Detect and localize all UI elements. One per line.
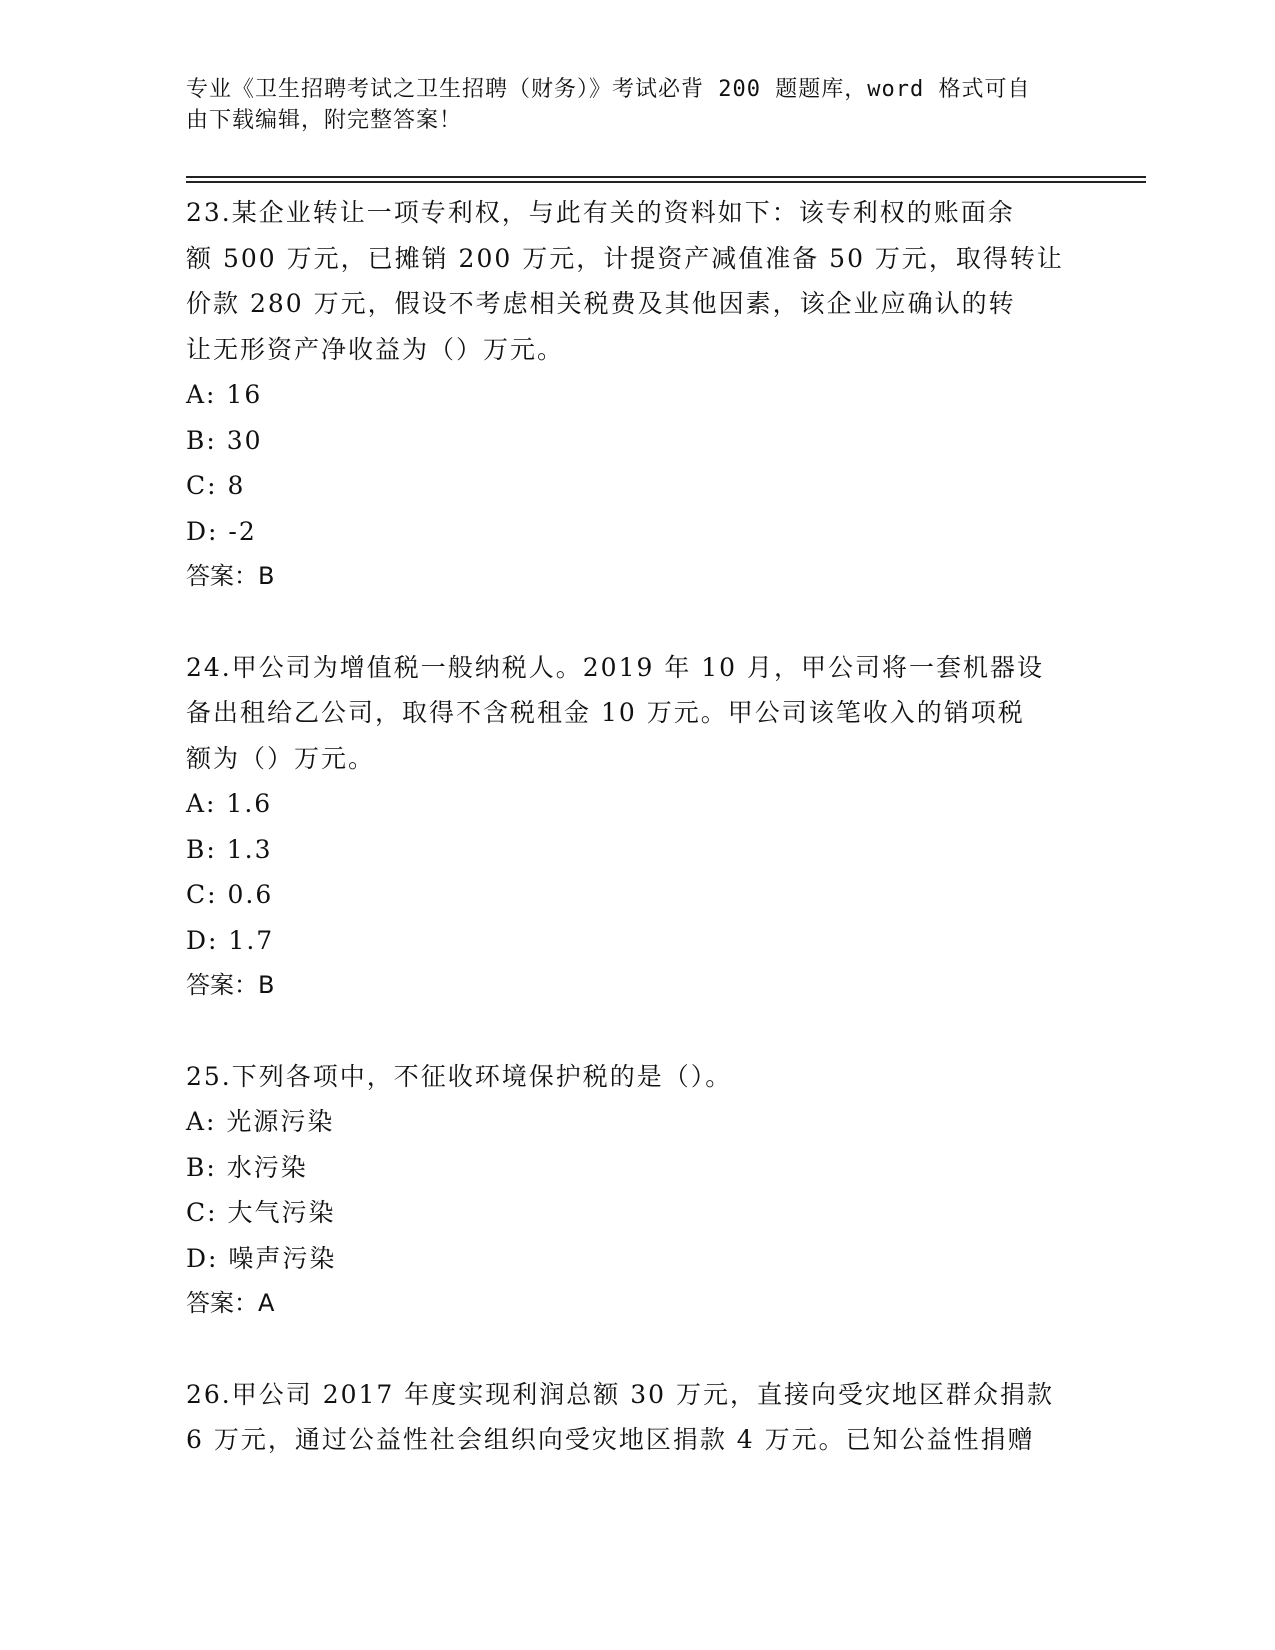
question-spacer — [186, 1009, 1086, 1054]
question-stem-line: 25.下列各项中，不征收环境保护税的是（）。 — [186, 1061, 733, 1091]
question-stem-line: 24.甲公司为增值税一般纳税人。2019 年 10 月，甲公司将一套机器设 — [186, 652, 1045, 682]
question-stem-line: 6 万元，通过公益性社会组织向受灾地区捐款 4 万元。已知公益性捐赠 — [186, 1425, 1035, 1454]
option-b: B: 30 — [186, 425, 263, 455]
question-stem-line: 让无形资产净收益为（）万元。 — [186, 334, 565, 364]
question-stem-line: 价款 280 万元，假设不考虑相关税费及其他因素，该企业应确认的转 — [186, 289, 1016, 318]
option-c: C: 8 — [186, 471, 246, 500]
question-23 — [186, 190, 1086, 600]
option-b: B: 1.3 — [186, 834, 273, 864]
question-spacer — [186, 600, 1086, 645]
question-24 — [186, 645, 1086, 1009]
question-25 — [186, 1054, 1086, 1327]
question-spacer — [186, 1327, 1086, 1372]
answer-line: 答案：A — [186, 1289, 275, 1317]
option-d: D: 噪声污染 — [186, 1243, 337, 1273]
question-stem-line: 备出租给乙公司，取得不含税租金 10 万元。甲公司该笔收入的销项税 — [186, 698, 1025, 727]
document-header — [186, 74, 1066, 136]
option-d: D: 1.7 — [186, 925, 275, 955]
option-c: C: 大气污染 — [186, 1198, 336, 1227]
question-26 — [186, 1372, 1086, 1463]
header-line-1: 专业《卫生招聘考试之卫生招聘（财务）》考试必背 200 题题库，word 格式可自 — [186, 77, 1031, 102]
question-stem-line: 26.甲公司 2017 年度实现利润总额 30 万元，直接向受灾地区群众捐款 — [186, 1379, 1054, 1409]
option-b: B: 水污染 — [186, 1152, 308, 1182]
header-divider-top — [186, 176, 1146, 178]
option-a: A: 1.6 — [186, 789, 273, 818]
answer-line: 答案：B — [186, 562, 275, 590]
question-stem-line: 额为（）万元。 — [186, 743, 376, 773]
option-d: D: -2 — [186, 516, 257, 546]
question-stem-line: 23.某企业转让一项专利权，与此有关的资料如下：该专利权的账面余 — [186, 198, 1015, 227]
option-a: A: 光源污染 — [186, 1107, 335, 1136]
option-a: A: 16 — [186, 380, 263, 409]
answer-line: 答案：B — [186, 971, 275, 999]
header-divider-bottom — [186, 181, 1146, 183]
question-list — [186, 190, 1086, 1463]
option-c: C: 0.6 — [186, 880, 274, 909]
question-stem-line: 额 500 万元，已摊销 200 万元，计提资产减值准备 50 万元，取得转让 — [186, 243, 1064, 273]
header-line-2: 由下载编辑，附完整答案！ — [186, 108, 463, 133]
